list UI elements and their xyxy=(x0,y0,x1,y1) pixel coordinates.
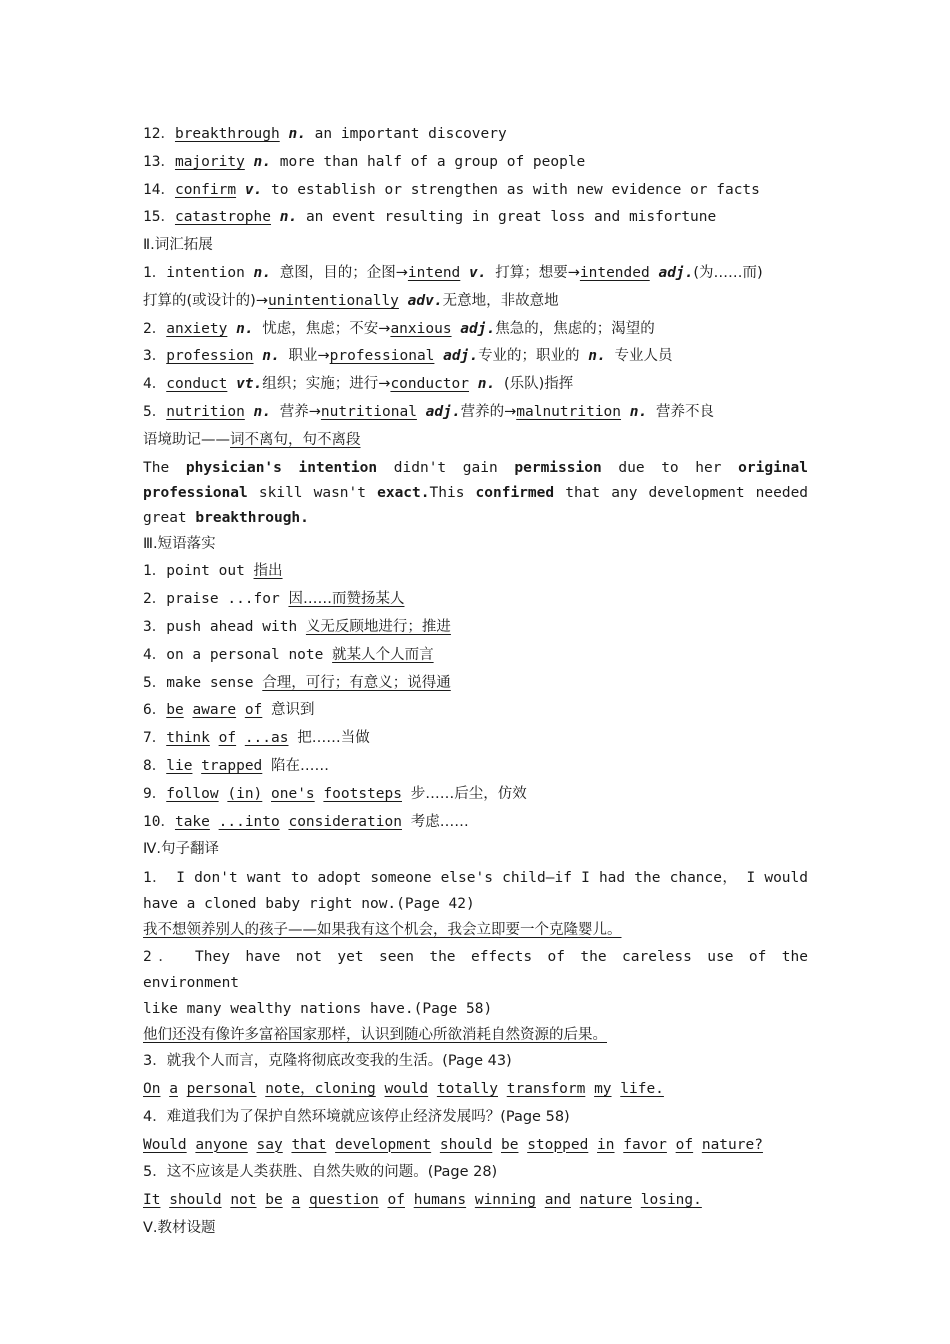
item-number: 14． xyxy=(143,181,175,198)
item-number: 6． xyxy=(143,702,167,719)
paragraph-line xyxy=(143,506,808,531)
expansion-item xyxy=(143,371,808,399)
item-number: 2． xyxy=(143,320,167,337)
answer-word: one's xyxy=(271,785,315,802)
translation-item xyxy=(143,865,808,943)
phrase: on a personal note xyxy=(166,646,324,663)
answer-word: intended xyxy=(579,264,650,281)
part-of-speech: n. xyxy=(629,403,648,420)
item-number: 10． xyxy=(143,813,175,830)
answer-word: consideration xyxy=(288,813,402,830)
memory-aid-heading xyxy=(143,427,808,455)
part-of-speech: adj. xyxy=(460,320,496,337)
part-of-speech: n. xyxy=(588,348,606,365)
answer-word: lie xyxy=(166,757,193,774)
answer-word: intend xyxy=(407,264,461,281)
answer-word: in xyxy=(597,1136,615,1153)
meaning: 打算的(或设计的)→ xyxy=(143,292,268,309)
meaning: 无意地，非故意地 xyxy=(442,292,559,309)
answer-word: It xyxy=(143,1192,161,1209)
expansion-item xyxy=(143,399,808,427)
answer-word: ...as xyxy=(244,730,289,747)
vocab-item xyxy=(143,204,808,232)
meaning: 营养的→ xyxy=(460,403,517,420)
phrase-item xyxy=(143,558,808,586)
memory-label: 语境助记—— xyxy=(143,431,230,448)
answer-word: question xyxy=(308,1192,379,1209)
key-word: physician's xyxy=(185,459,282,476)
item-number: 15． xyxy=(143,209,175,226)
answer-word: of xyxy=(675,1136,694,1153)
phrase-item xyxy=(143,670,808,698)
part-of-speech: vt. xyxy=(236,376,263,393)
part-of-speech: adj. xyxy=(425,403,461,420)
item-number: 13． xyxy=(143,153,175,170)
answer-word: nature xyxy=(579,1192,633,1209)
question-line: 3．就我个人而言，克隆将彻底改变我的生活。(Page 43) xyxy=(143,1053,512,1070)
answer-word: transform xyxy=(506,1080,586,1097)
expansion-item xyxy=(143,343,808,371)
definition: an event resulting in great loss and misfortune xyxy=(305,209,717,226)
definition: more than half of a group of people xyxy=(279,153,586,170)
phrase-item xyxy=(143,586,808,614)
part-of-speech: n. xyxy=(236,320,254,337)
part-of-speech: adj. xyxy=(658,264,694,281)
part-of-speech: n. xyxy=(253,403,272,420)
item-number: 8． xyxy=(143,757,167,774)
item-number: 1． xyxy=(143,563,167,580)
item-number: 1． xyxy=(143,264,167,281)
answer-word: should xyxy=(439,1136,493,1153)
phrase: praise ...for xyxy=(166,591,280,608)
answer-word: be xyxy=(265,1192,283,1209)
phrase-item xyxy=(143,614,808,642)
answer-word: that xyxy=(291,1136,327,1153)
answer-word: majority xyxy=(174,153,245,170)
phrase: push ahead with xyxy=(166,618,298,635)
key-word: intention xyxy=(298,459,378,476)
document-page xyxy=(143,121,808,1243)
item-number: 5． xyxy=(143,403,167,420)
answer-word: follow xyxy=(166,785,219,802)
question-line: like many wealthy nations have.(Page 58) xyxy=(143,1001,493,1018)
answer-word: of xyxy=(218,730,237,747)
answer-word: be xyxy=(166,702,184,719)
answer-word: take xyxy=(174,813,210,830)
memory-title: 词不离句，句不离段 xyxy=(230,431,361,448)
part-of-speech: n. xyxy=(279,209,298,226)
answer-word: anxious xyxy=(390,320,452,337)
part-of-speech: v. xyxy=(469,264,487,281)
answer-word: my xyxy=(594,1080,612,1097)
meaning: 专业的；职业的 xyxy=(478,348,580,365)
part-of-speech: adv. xyxy=(407,292,443,309)
meaning: 职业→ xyxy=(288,348,330,365)
paragraph-text: This xyxy=(429,484,465,501)
meaning: (为……而) xyxy=(693,264,763,281)
paragraph-line xyxy=(143,481,808,506)
phrase-item xyxy=(143,809,808,837)
head-word: intention xyxy=(166,264,245,281)
answer-word: a xyxy=(291,1192,301,1209)
item-number: 7． xyxy=(143,730,167,747)
answer-word: of xyxy=(387,1192,405,1209)
meaning: 专业人员 xyxy=(614,348,673,365)
answer-word: trapped xyxy=(201,757,263,774)
section-heading: Ⅱ.词汇拓展 xyxy=(143,237,213,254)
answer-word: of xyxy=(244,702,263,719)
answer-word: totally xyxy=(436,1080,499,1097)
part-of-speech: n. xyxy=(253,153,272,170)
answer-word: think xyxy=(166,730,210,747)
answer-text: 指出 xyxy=(253,563,283,580)
vocab-item xyxy=(143,149,808,177)
item-number: 4． xyxy=(143,376,167,393)
answer-word: confirm xyxy=(174,181,237,198)
answer-word: note，cloning xyxy=(265,1080,376,1097)
answer-word: conduct xyxy=(166,376,228,393)
paragraph-text: didn't gain xyxy=(393,459,498,476)
context-paragraph xyxy=(143,456,808,531)
item-number: 2． xyxy=(143,591,167,608)
section-heading: Ⅴ.教材设题 xyxy=(143,1219,216,1236)
answer-word: losing. xyxy=(640,1192,702,1209)
answer-word: breakthrough xyxy=(174,126,280,142)
definition: to establish or strengthen as with new evidence or facts xyxy=(271,181,760,198)
answer-word: (in) xyxy=(227,785,263,802)
phrase: make sense xyxy=(166,674,254,691)
key-word: exact. xyxy=(377,484,430,501)
question-line: 1． I don't want to adopt someone else's child—if I had the chance， I would xyxy=(143,870,808,887)
answer-line xyxy=(143,1187,808,1215)
definition: an important discovery xyxy=(314,126,507,142)
phrase-item xyxy=(143,753,808,781)
meaning: 忧虑，焦虑；不安→ xyxy=(262,320,391,337)
key-word: original xyxy=(738,459,808,476)
meaning: 步……后尘，仿效 xyxy=(410,785,527,802)
item-number: 5． xyxy=(143,674,167,691)
answer-word: stopped xyxy=(527,1136,589,1153)
answer-word: humans xyxy=(413,1192,467,1209)
answer-word: aware xyxy=(192,702,237,719)
meaning: 打算；想要→ xyxy=(495,264,580,281)
answer-word: nature? xyxy=(701,1136,763,1153)
item-number: 3． xyxy=(143,618,167,635)
item-number: 12． xyxy=(143,126,175,142)
answer-word: professional xyxy=(329,348,435,365)
answer-text: 我不想领养别人的孩子——如果我有这个机会，我会立即要一个克隆婴儿。 xyxy=(143,922,622,939)
phrase: point out xyxy=(166,563,245,580)
answer-word: favor xyxy=(623,1136,667,1153)
meaning: 把……当做 xyxy=(297,730,370,747)
answer-word: malnutrition xyxy=(516,403,622,420)
phrase-item xyxy=(143,642,808,670)
answer-word: nutritional xyxy=(320,403,417,420)
part-of-speech: n. xyxy=(262,348,280,365)
answer-word: footsteps xyxy=(323,785,402,802)
answer-word: Would xyxy=(143,1136,187,1153)
meaning: 意识到 xyxy=(271,702,315,719)
paragraph-text: The xyxy=(143,459,170,476)
key-word: breakthrough. xyxy=(195,509,309,526)
meaning: 营养不良 xyxy=(655,403,714,420)
answer-text: 义无反顾地进行；推进 xyxy=(305,618,451,635)
answer-word: unintentionally xyxy=(267,292,399,309)
vocab-item xyxy=(143,121,808,149)
question-line: have a cloned baby right now.(Page 42) xyxy=(143,896,475,913)
meaning: 陷在…… xyxy=(271,757,330,774)
paragraph-line xyxy=(143,456,808,481)
part-of-speech: n. xyxy=(288,126,306,142)
item-number: 9． xyxy=(143,785,167,802)
meaning: 组织；实施；进行→ xyxy=(262,376,391,393)
answer-line xyxy=(143,1132,808,1160)
answer-word: On xyxy=(143,1080,161,1097)
answer-word: and xyxy=(544,1192,571,1209)
answer-word: personal xyxy=(186,1080,257,1097)
answer-word: ...into xyxy=(218,813,280,830)
part-of-speech: adj. xyxy=(443,348,479,365)
answer-word: catastrophe xyxy=(174,209,271,226)
part-of-speech: n. xyxy=(253,264,272,281)
answer-text: 他们还没有像许多富裕国家那样，认识到随心所欲消耗自然资源的后果。 xyxy=(143,1027,607,1044)
key-word: permission xyxy=(514,459,602,476)
answer-word: winning xyxy=(474,1192,536,1209)
answer-word: conductor xyxy=(390,376,470,393)
paragraph-text: due to her xyxy=(618,459,722,476)
paragraph-text: skill wasn't xyxy=(258,484,366,501)
answer-text: 因……而赞扬某人 xyxy=(288,591,405,608)
meaning: 意图，目的；企图→ xyxy=(279,264,408,281)
question-line: 2． They have not yet seen the effects of the careless use of the environment xyxy=(143,949,808,992)
section-heading: Ⅳ.句子翻译 xyxy=(143,841,219,858)
paragraph-text: that any development needed xyxy=(565,484,809,501)
answer-word: development xyxy=(335,1136,432,1153)
paragraph-text: great xyxy=(143,509,187,526)
expansion-item-continued xyxy=(143,288,808,316)
expansion-item xyxy=(143,260,808,288)
answer-word: anxiety xyxy=(166,320,228,337)
answer-word: profession xyxy=(166,348,254,365)
meaning: 考虑…… xyxy=(410,813,469,830)
phrase-item xyxy=(143,725,808,753)
part-of-speech: n. xyxy=(477,376,496,393)
translation-item xyxy=(143,944,808,1048)
phrase-item xyxy=(143,781,808,809)
answer-word: anyone xyxy=(195,1136,248,1153)
key-word: professional xyxy=(143,484,248,501)
answer-word: say xyxy=(256,1136,283,1153)
answer-text: 就某人个人而言 xyxy=(332,646,434,663)
item-number: 3． xyxy=(143,348,167,365)
part-of-speech: v. xyxy=(244,181,263,198)
answer-word: should xyxy=(169,1192,222,1209)
meaning: 营养→ xyxy=(279,403,321,420)
expansion-item xyxy=(143,316,808,344)
answer-line xyxy=(143,1076,808,1104)
answer-word: would xyxy=(384,1080,429,1097)
answer-word: nutrition xyxy=(166,403,245,420)
question-line: 4．难道我们为了保护自然环境就应该停止经济发展吗？(Page 58) xyxy=(143,1108,570,1125)
answer-word: life. xyxy=(620,1080,664,1097)
meaning: (乐队)指挥 xyxy=(503,376,574,393)
vocab-item xyxy=(143,177,808,205)
answer-word: a xyxy=(169,1080,178,1097)
question-line: 5．这不应该是人类获胜、自然失败的问题。(Page 28) xyxy=(143,1164,498,1181)
section-heading: Ⅲ.短语落实 xyxy=(143,535,216,552)
answer-word: be xyxy=(501,1136,519,1153)
answer-word: not xyxy=(230,1192,257,1209)
answer-text: 合理，可行；有意义；说得通 xyxy=(262,674,451,691)
item-number: 4． xyxy=(143,646,167,663)
key-word: confirmed xyxy=(475,484,555,501)
meaning: 焦急的，焦虑的；渴望的 xyxy=(495,320,655,337)
phrase-item xyxy=(143,697,808,725)
